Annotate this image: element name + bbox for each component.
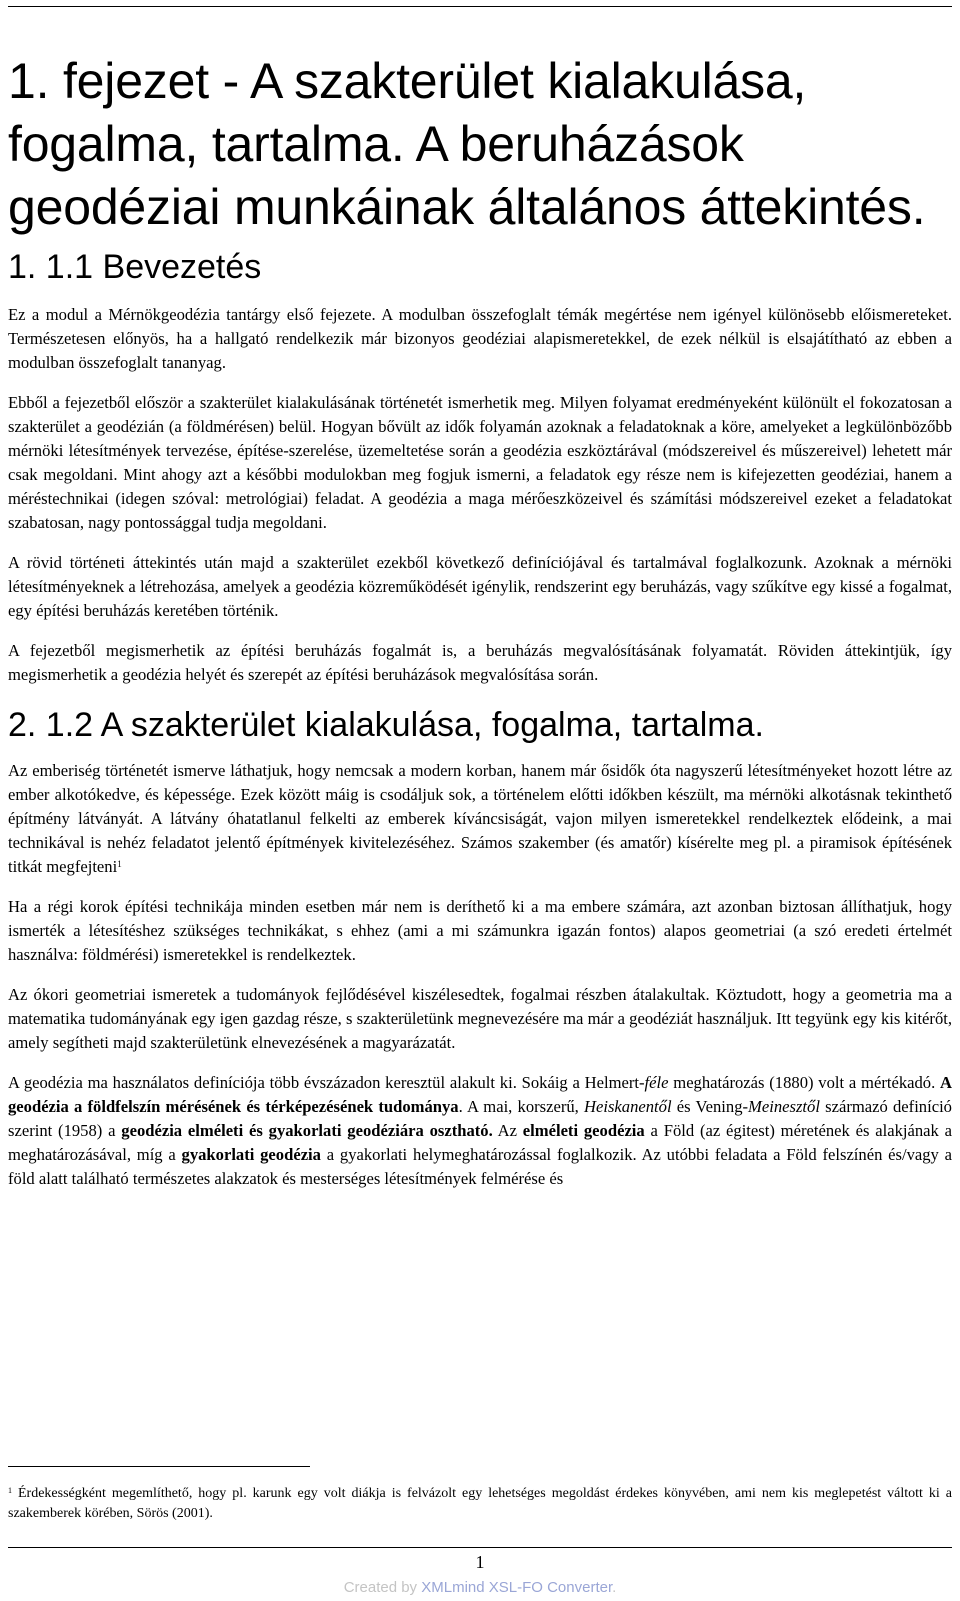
paragraph-intro-3: A rövid történeti áttekintés után majd a szakterület ezekből következő definíciójával és tartalmával foglalkozunk. Azoknak a mérnöki létesítményeknek a létrehozása, amelyek a geodézia közreműködését igénylik, rendszerint egy beruházás, vagy szűkítve egy kissé a fogalmat, egy építési beruházás keretében történik. [8, 553, 952, 620]
italic-run: Meinesztől [748, 1097, 820, 1116]
paragraph-history-1 [8, 759, 952, 879]
bold-run: elméleti geodézia [522, 1121, 645, 1140]
italic-run: féle [644, 1073, 669, 1092]
watermark-suffix: . [612, 1579, 617, 1596]
converter-watermark [0, 1578, 960, 1598]
bold-run: A geodézia a földfelszín mérésének és térképezésének tudománya [8, 1073, 952, 1116]
footnote-separator [8, 1466, 310, 1467]
text-run: és Vening- [671, 1097, 749, 1116]
bottom-rule [8, 1547, 952, 1548]
page-number: 1 [475, 1552, 485, 1572]
bold-run: geodézia elméleti és gyakorlati geodéziára osztható. [121, 1121, 493, 1140]
text-run: a gyakorlati helymeghatározással foglalkozik. Az utóbbi feladata a Föld felszínén és/vagy a föld alatt található természetes alakzatok és mesterséges létesítmények felmérése és [8, 1145, 952, 1188]
paragraph-geodesy-definition [8, 1071, 952, 1191]
paragraph-intro-4: A fejezetből megismerhetik az építési beruházás fogalmát is, a beruházás megvalósításának folyamatát. Röviden áttekintjük, így megismerhetik a geodézia helyét és szerepét az építési beruházások megvalósítása során. [8, 641, 952, 684]
watermark-brand-link[interactable]: XMLmind XSL-FO Converter [421, 1579, 613, 1596]
text-run: származó definíció szerint (1958) a [8, 1097, 952, 1140]
watermark-prefix: Created by [343, 1579, 422, 1596]
chapter-title: 1. fejezet - A szakterület kialakulása, fogalma, tartalma. A beruházások geodéziai munkáinak általános áttekintés. [8, 53, 926, 235]
section-title-introduction: 1. 1.1 Bevezetés [8, 248, 262, 286]
paragraph-intro-2: Ebből a fejezetből először a szakterület kialakulásának történetét ismerhetik meg. Milyen folyamat eredményeként különült el fokozatosan a szakterület a geodézián (a földmérésen) belül. Hogyan bővült az idők folyamán azoknak a feladatoknak a köre, amelyeket a legkülönbözőbb mérnöki létesítmények tervezése, építése-szerelése, üzemeltetése során a geodézia eszköztárával (módszereivel és műszereivel) lehetett már csak megoldani. Mint ahogy azt a későbbi modulokban meg fogjuk ismerni, a feladatok egy része nem is kifejezetten geodéziai, hanem a méréstechnikai (idegen szóval: metrológiai) feladat. A geodézia a maga mérőeszközeivel és számítási módszereivel ezeket a feladatokat szabatosan, nagy pontossággal tudja megoldani. [8, 393, 952, 532]
italic-run: Heiskanentől [584, 1097, 672, 1116]
text-run: meghatározás (1880) volt a mértékadó. [668, 1073, 941, 1092]
footnote [8, 1484, 952, 1524]
text-run: . A mai, korszerű, [458, 1097, 585, 1116]
footnote-marker: 1 [8, 1486, 12, 1495]
text-run: a Föld (az égitest) méretének és alakjának a meghatározásával, míg a [8, 1121, 952, 1164]
bold-run: gyakorlati geodézia [181, 1145, 321, 1164]
text-run: Az [492, 1121, 523, 1140]
page-content [8, 50, 952, 1207]
section-title-field-development: 2. 1.2 A szakterület kialakulása, fogalma, tartalma. [8, 706, 764, 744]
text-run: A geodézia ma használatos definíciója több évszázadon keresztül alakult ki. Sokáig a Helmert- [8, 1073, 645, 1092]
top-rule [8, 6, 952, 7]
paragraph-history-3: Az ókori geometriai ismeretek a tudományok fejlődésével kiszélesedtek, fogalmai részben átalakultak. Köztudott, hogy a geometria ma a matematika tudományának egy igen gazdag része, s szakterületünk megnevezésére ma már a geodéziát használjuk. Itt tegyünk egy kis kitérőt, amely segítheti majd szakterületünk elnevezésének a magyarázatát. [8, 985, 952, 1052]
footnote-text: Érdekességként megemlíthető, hogy pl. karunk egy volt diákja is felvázolt egy lehetséges megoldást érdekes könyvében, ami nem kis meglepetést váltott ki a szakemberek körében, Sörös (2001). [8, 1486, 953, 1521]
paragraph-history-2: Ha a régi korok építési technikája minden esetben már nem is deríthető ki a ma embere számára, azt azonban biztosan állíthatjuk, hogy ismerték a létesítéshez szükséges technikákat, s ehhez (ami a mi számunkra igazán fontos) alapos geometriai (a szó eredeti értelmét használva: földmérési) ismeretekkel is rendelkeztek. [8, 897, 952, 964]
footnote-reference[interactable]: 1 [117, 859, 122, 869]
paragraph-history-1-text: Az emberiség történetét ismerve láthatjuk, hogy nemcsak a modern korban, hanem már ősidők óta nagyszerű létesítményeket hozott létre az ember alkotókedve, és képessége. Ezek között máig is csodáljuk sok, a történelem előtti időkben készült, ma mérnöki alkotásnak tekinthető építmény látványát. A látvány óhatatlanul felkelti az emberek kíváncsiságát, vajon milyen ismeretekkel rendelkeztek elődeink, a mai technikával is nehéz feladatot jelentő építmények kivitelezéséhez. Számos szakember (és amatőr) kísérelte meg pl. a piramisok építésének titkát megfejteni [8, 761, 952, 876]
paragraph-intro-1: Ez a modul a Mérnökgeodézia tantárgy első fejezete. A modulban összefoglalt témák megértése nem igényel különösebb előismereteket. Természetesen előnyös, ha a hallgató rendelkezik már bizonyos geodéziai alapismeretekkel, de ezek nélkül is elsajátítható az ebben a modulban összefoglalt tananyag. [8, 305, 952, 372]
